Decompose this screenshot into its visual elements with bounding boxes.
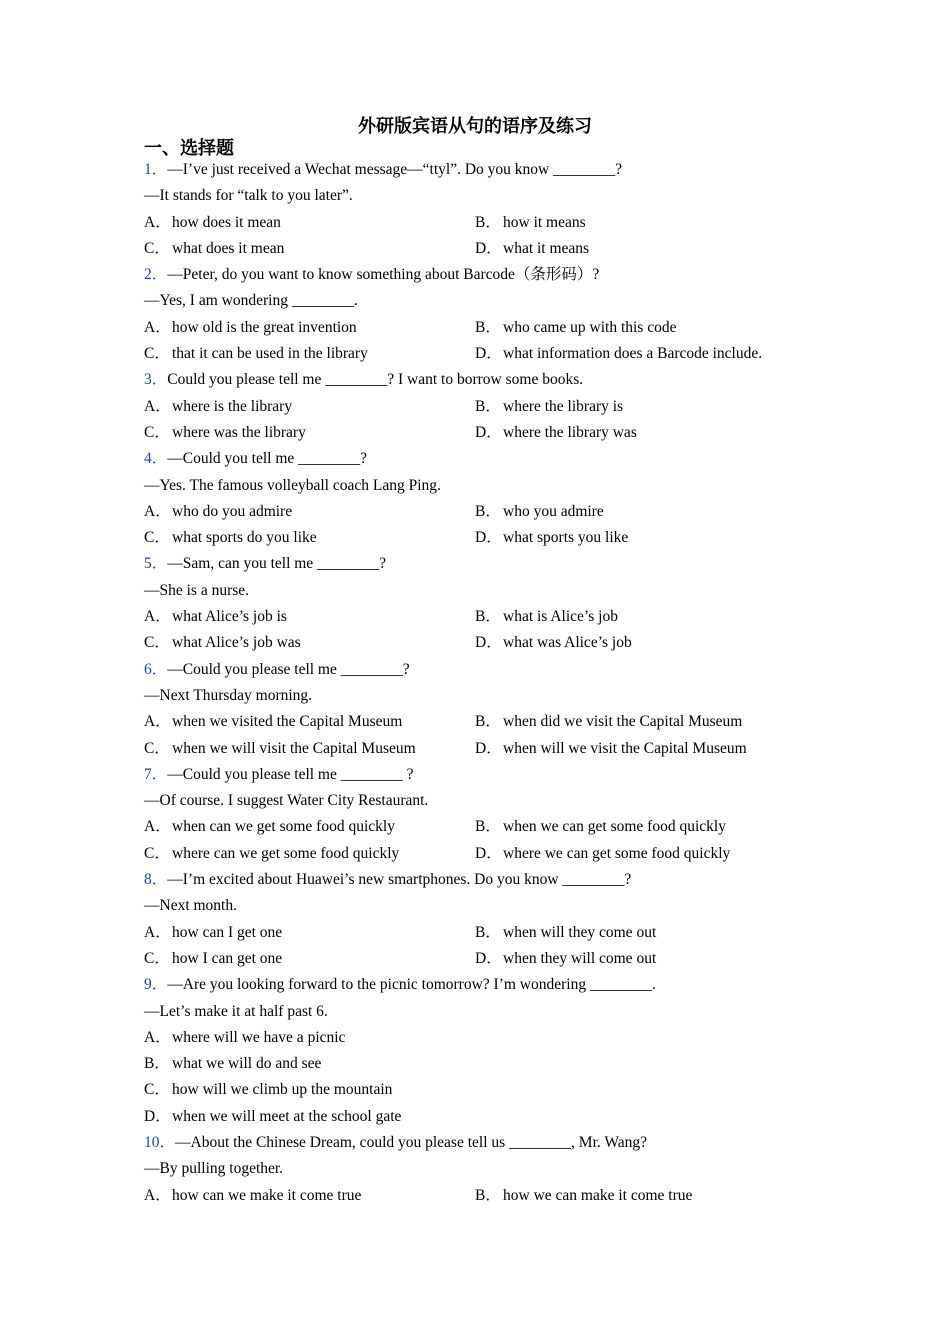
question-text: —About the Chinese Dream, could you please tell us ________, Mr. Wang? bbox=[175, 1133, 648, 1151]
option-c[interactable] bbox=[144, 1077, 475, 1103]
question-item bbox=[144, 762, 824, 867]
option-text: what is Alice’s job bbox=[503, 608, 618, 626]
question-text: —Peter, do you want to know something about Barcode（条形码）? bbox=[167, 266, 600, 284]
option-letter: A． bbox=[144, 1028, 171, 1046]
options-row bbox=[144, 630, 824, 656]
question-item bbox=[144, 657, 824, 762]
option-letter: B． bbox=[475, 318, 501, 336]
question-item bbox=[144, 551, 824, 656]
option-letter: D． bbox=[475, 239, 502, 257]
option-text: where can we get some food quickly bbox=[172, 844, 400, 862]
option-text: when can we get some food quickly bbox=[172, 818, 395, 836]
option-c[interactable] bbox=[144, 341, 475, 367]
option-a[interactable] bbox=[144, 210, 475, 236]
question-text: —I’m excited about Huawei’s new smartphones. Do you know ________? bbox=[167, 871, 632, 889]
question-number: 10． bbox=[144, 1133, 176, 1151]
question-stem bbox=[144, 762, 824, 788]
question-number: 1． bbox=[144, 161, 168, 178]
option-letter: B． bbox=[475, 713, 501, 731]
option-text: when will they come out bbox=[503, 923, 657, 941]
option-c[interactable] bbox=[144, 946, 475, 972]
option-letter: B． bbox=[475, 213, 501, 231]
option-letter: D． bbox=[475, 423, 502, 441]
option-text: when we will meet at the school gate bbox=[172, 1107, 402, 1125]
option-text: how I can get one bbox=[172, 949, 283, 967]
option-letter: A． bbox=[144, 397, 171, 415]
option-text: where was the library bbox=[172, 423, 306, 441]
option-letter: D． bbox=[475, 844, 502, 862]
question-reply: —Next Thursday morning. bbox=[144, 686, 313, 704]
question-item bbox=[144, 367, 824, 446]
option-text: how old is the great invention bbox=[172, 318, 357, 336]
option-text: where is the library bbox=[172, 397, 293, 415]
options-row bbox=[144, 1104, 824, 1130]
option-text: where the library is bbox=[503, 397, 624, 415]
option-a[interactable] bbox=[144, 394, 475, 420]
question-stem bbox=[144, 867, 824, 893]
question-item bbox=[144, 1130, 824, 1209]
option-text: how can we make it come true bbox=[172, 1186, 362, 1204]
question-item bbox=[144, 972, 824, 1130]
options-row bbox=[144, 709, 824, 735]
option-text: how we can make it come true bbox=[503, 1186, 693, 1204]
option-letter: C． bbox=[144, 844, 170, 862]
question-stem bbox=[144, 551, 824, 577]
question-reply: —She is a nurse. bbox=[144, 581, 250, 599]
question-item bbox=[144, 867, 824, 972]
option-text: what sports you like bbox=[503, 529, 629, 547]
option-letter: A． bbox=[144, 818, 171, 836]
option-text: when we will visit the Capital Museum bbox=[172, 739, 416, 757]
option-a[interactable] bbox=[144, 315, 475, 341]
question-item bbox=[144, 262, 824, 367]
option-letter: B． bbox=[475, 608, 501, 626]
option-letter: A． bbox=[144, 502, 171, 520]
option-d[interactable] bbox=[475, 736, 806, 762]
option-b[interactable] bbox=[475, 394, 806, 420]
options-row bbox=[144, 604, 824, 630]
option-text: where the library was bbox=[503, 423, 637, 441]
options-row bbox=[144, 920, 824, 946]
option-text: what information does a Barcode include. bbox=[503, 345, 763, 363]
question-reply: —Of course. I suggest Water City Restaurant. bbox=[144, 792, 429, 810]
option-letter: A． bbox=[144, 1186, 171, 1204]
option-d[interactable] bbox=[144, 1104, 475, 1130]
options-row bbox=[144, 946, 824, 972]
option-a[interactable] bbox=[144, 920, 475, 946]
option-letter: C． bbox=[144, 239, 170, 257]
question-text: —Are you looking forward to the picnic tomorrow? I’m wondering ________. bbox=[167, 976, 656, 994]
option-letter: A． bbox=[144, 318, 171, 336]
option-d[interactable] bbox=[475, 420, 806, 446]
question-text: —I’ve just received a Wechat message—“ttyl”. Do you know ________? bbox=[167, 161, 622, 178]
option-b[interactable] bbox=[475, 315, 806, 341]
option-a[interactable] bbox=[144, 499, 475, 525]
option-a[interactable] bbox=[144, 1025, 475, 1051]
option-a[interactable] bbox=[144, 709, 475, 735]
option-d[interactable] bbox=[475, 841, 806, 867]
question-reply: —Let’s make it at half past 6. bbox=[144, 1002, 328, 1020]
option-letter: B． bbox=[475, 502, 501, 520]
option-letter: A． bbox=[144, 923, 171, 941]
question-text: Could you please tell me ________? I want to borrow some books. bbox=[167, 371, 584, 389]
option-text: when did we visit the Capital Museum bbox=[503, 713, 743, 731]
option-c[interactable] bbox=[144, 525, 475, 551]
option-text: what sports do you like bbox=[172, 529, 317, 547]
option-letter: C． bbox=[144, 423, 170, 441]
option-text: what we will do and see bbox=[172, 1055, 322, 1073]
question-item bbox=[144, 157, 824, 262]
option-letter: C． bbox=[144, 634, 170, 652]
option-letter: D． bbox=[475, 739, 502, 757]
option-c[interactable] bbox=[144, 841, 475, 867]
options-row bbox=[144, 1051, 824, 1077]
option-letter: D． bbox=[144, 1107, 171, 1125]
option-c[interactable] bbox=[144, 236, 475, 262]
question-number: 5． bbox=[144, 555, 168, 573]
options-row bbox=[144, 736, 824, 762]
question-reply: —By pulling together. bbox=[144, 1160, 284, 1178]
question-number: 4． bbox=[144, 450, 168, 468]
option-c[interactable] bbox=[144, 736, 475, 762]
option-letter: A． bbox=[144, 713, 171, 731]
options-row bbox=[144, 236, 824, 262]
question-stem bbox=[144, 1130, 824, 1156]
question-stem bbox=[144, 262, 824, 288]
question-stem bbox=[144, 657, 824, 683]
option-a[interactable] bbox=[144, 814, 475, 840]
question-reply: —Yes. The famous volleyball coach Lang Ping. bbox=[144, 476, 441, 494]
option-letter: C． bbox=[144, 739, 170, 757]
option-letter: C． bbox=[144, 1081, 170, 1099]
option-b[interactable] bbox=[475, 604, 806, 630]
question-list bbox=[144, 157, 824, 1209]
option-text: who you admire bbox=[503, 502, 604, 520]
option-letter: C． bbox=[144, 949, 170, 967]
option-letter: A． bbox=[144, 608, 171, 626]
options-row bbox=[144, 394, 824, 420]
question-number: 9． bbox=[144, 976, 168, 994]
options-row bbox=[144, 1025, 824, 1051]
option-text: what Alice’s job is bbox=[172, 608, 287, 626]
option-text: how does it mean bbox=[172, 213, 281, 231]
option-d[interactable] bbox=[475, 236, 806, 262]
option-text: when will we visit the Capital Museum bbox=[503, 739, 747, 757]
option-letter: C． bbox=[144, 529, 170, 547]
option-text: where will we have a picnic bbox=[172, 1028, 346, 1046]
options-row bbox=[144, 499, 824, 525]
option-b[interactable] bbox=[475, 709, 806, 735]
option-letter: D． bbox=[475, 529, 502, 547]
question-text: —Could you please tell me ________ ? bbox=[167, 765, 414, 783]
option-text: who do you admire bbox=[172, 502, 293, 520]
section-heading: 一、选择题 bbox=[144, 138, 234, 159]
question-reply: —Next month. bbox=[144, 897, 237, 915]
option-text: what was Alice’s job bbox=[503, 634, 632, 652]
options-row bbox=[144, 1077, 824, 1103]
option-a[interactable] bbox=[144, 604, 475, 630]
options-row bbox=[144, 315, 824, 341]
page-title: 外研版宾语从句的语序及练习 bbox=[358, 116, 592, 137]
option-text: who came up with this code bbox=[503, 318, 677, 336]
option-text: that it can be used in the library bbox=[172, 345, 368, 363]
question-text: —Could you please tell me ________? bbox=[167, 660, 410, 678]
option-b[interactable] bbox=[144, 1051, 475, 1077]
option-text: how can I get one bbox=[172, 923, 283, 941]
option-letter: B． bbox=[475, 818, 501, 836]
option-letter: D． bbox=[475, 949, 502, 967]
option-text: when we visited the Capital Museum bbox=[172, 713, 403, 731]
option-letter: A． bbox=[144, 213, 171, 231]
option-d[interactable] bbox=[475, 341, 806, 367]
question-stem bbox=[144, 446, 824, 472]
question-text: —Sam, can you tell me ________? bbox=[167, 555, 386, 573]
option-text: how it means bbox=[503, 213, 586, 231]
question-item bbox=[144, 446, 824, 551]
option-b[interactable] bbox=[475, 920, 806, 946]
options-row bbox=[144, 341, 824, 367]
option-letter: B． bbox=[144, 1055, 170, 1073]
option-b[interactable] bbox=[475, 1183, 806, 1209]
question-stem bbox=[144, 157, 824, 183]
option-b[interactable] bbox=[475, 814, 806, 840]
options-row bbox=[144, 814, 824, 840]
question-stem bbox=[144, 367, 824, 393]
option-letter: D． bbox=[475, 634, 502, 652]
option-letter: C． bbox=[144, 345, 170, 363]
option-b[interactable] bbox=[475, 499, 806, 525]
option-c[interactable] bbox=[144, 420, 475, 446]
option-b[interactable] bbox=[475, 210, 806, 236]
option-text: when we can get some food quickly bbox=[503, 818, 726, 836]
option-text: what Alice’s job was bbox=[172, 634, 301, 652]
option-d[interactable] bbox=[475, 630, 806, 656]
option-d[interactable] bbox=[475, 525, 806, 551]
option-a[interactable] bbox=[144, 1183, 475, 1209]
option-text: when they will come out bbox=[503, 949, 657, 967]
option-text: how will we climb up the mountain bbox=[172, 1081, 393, 1099]
options-row bbox=[144, 841, 824, 867]
option-text: where we can get some food quickly bbox=[503, 844, 731, 862]
option-text: what does it mean bbox=[172, 239, 285, 257]
question-number: 6． bbox=[144, 660, 168, 678]
option-text: what it means bbox=[503, 239, 590, 257]
option-letter: B． bbox=[475, 1186, 501, 1204]
question-stem bbox=[144, 972, 824, 998]
question-number: 8． bbox=[144, 871, 168, 889]
options-row bbox=[144, 525, 824, 551]
question-reply: —It stands for “talk to you later”. bbox=[144, 187, 353, 205]
option-letter: B． bbox=[475, 923, 501, 941]
option-letter: B． bbox=[475, 397, 501, 415]
option-letter: D． bbox=[475, 345, 502, 363]
question-number: 3． bbox=[144, 371, 168, 389]
question-reply: —Yes, I am wondering ________. bbox=[144, 292, 358, 310]
question-text: —Could you tell me ________? bbox=[167, 450, 368, 468]
option-d[interactable] bbox=[475, 946, 806, 972]
options-row bbox=[144, 1183, 824, 1209]
question-number: 7． bbox=[144, 765, 168, 783]
question-number: 2． bbox=[144, 266, 168, 284]
options-row bbox=[144, 420, 824, 446]
option-c[interactable] bbox=[144, 630, 475, 656]
options-row bbox=[144, 210, 824, 236]
